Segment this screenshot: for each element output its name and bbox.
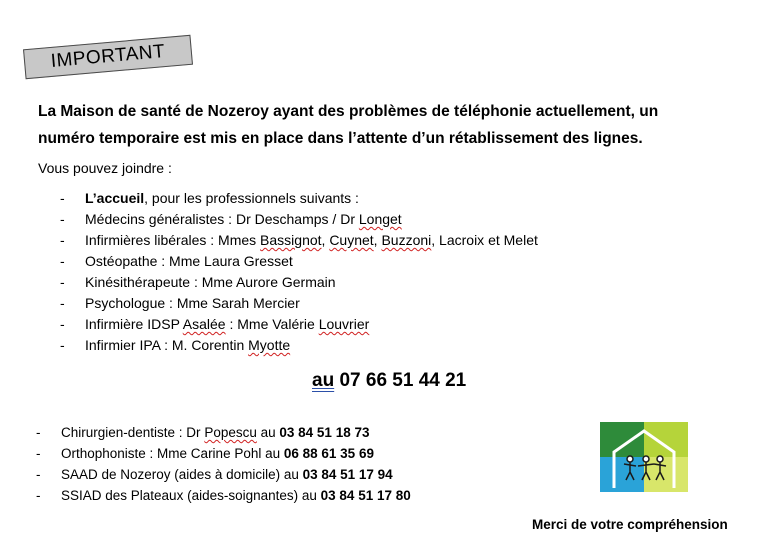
professionals-list <box>60 188 538 356</box>
bullet-dash: - <box>36 425 41 440</box>
bullet-dash: - <box>60 253 65 269</box>
accueil-label: L’accueil <box>85 190 145 206</box>
ssiad-phone: 03 84 51 17 80 <box>320 488 411 503</box>
list-item: - Kinésithérapeute : Mme Aurore Germain <box>60 272 538 293</box>
list-item: - L’accueil, pour les professionnels suivants : <box>60 188 538 209</box>
bullet-dash: - <box>60 274 65 290</box>
logo-quadrant-yellow <box>644 457 688 492</box>
logo-quadrant-blue <box>600 457 644 492</box>
list-item: - SAAD de Nozeroy (aides à domicile) au 03 84 51 17 94 <box>36 464 411 485</box>
list-item: - Infirmier IPA : M. Corentin Myotte <box>60 335 538 356</box>
thank-you-note: Merci de votre compréhension <box>532 517 728 532</box>
dentiste-phone: 03 84 51 18 73 <box>279 425 370 440</box>
bullet-dash: - <box>36 446 41 461</box>
health-house-logo <box>600 422 688 492</box>
list-item: - Infirmières libérales : Mmes Bassignot, Cuynet, Buzzoni, Lacroix et Melet <box>60 230 538 251</box>
bullet-dash: - <box>36 467 41 482</box>
contact-intro: Vous pouvez joindre : <box>38 160 172 176</box>
important-label: IMPORTANT <box>49 41 166 72</box>
list-item: - Ostéopathe : Mme Laura Gresset <box>60 251 538 272</box>
bullet-dash: - <box>36 488 41 503</box>
bullet-dash: - <box>60 232 65 248</box>
logo-quadrant-dark-green <box>600 422 644 457</box>
temporary-phone-number <box>312 370 466 392</box>
bullet-dash: - <box>60 295 65 311</box>
phone-number: 07 66 51 44 21 <box>334 370 467 391</box>
list-item: - Chirurgien-dentiste : Dr Popescu au 03 84 51 18 73 <box>36 422 411 443</box>
intro-line-2: numéro temporaire est mis en place dans l’attente d’un rétablissement des lignes. <box>38 130 643 147</box>
other-contacts-list <box>36 422 411 506</box>
logo-quadrant-light-green <box>644 422 688 457</box>
ortho-phone: 06 88 61 35 69 <box>283 446 374 461</box>
bullet-dash: - <box>60 190 65 206</box>
intro-paragraph <box>38 98 698 152</box>
list-item: - Médecins généralistes : Dr Deschamps / Dr Longet <box>60 209 538 230</box>
list-item: - Infirmière IDSP Asalée : Mme Valérie Louvrier <box>60 314 538 335</box>
bullet-dash: - <box>60 211 65 227</box>
intro-line-1: La Maison de santé de Nozeroy ayant des problèmes de téléphonie actuellement, un <box>38 103 659 120</box>
important-stamp <box>23 35 193 80</box>
list-item: - Psychologue : Mme Sarah Mercier <box>60 293 538 314</box>
bullet-dash: - <box>60 316 65 332</box>
bullet-dash: - <box>60 337 65 353</box>
au-word: au <box>312 370 335 391</box>
saad-phone: 03 84 51 17 94 <box>302 467 393 482</box>
list-item: - SSIAD des Plateaux (aides-soignantes) au 03 84 51 17 80 <box>36 485 411 506</box>
list-item: - Orthophoniste : Mme Carine Pohl au 06 88 61 35 69 <box>36 443 411 464</box>
